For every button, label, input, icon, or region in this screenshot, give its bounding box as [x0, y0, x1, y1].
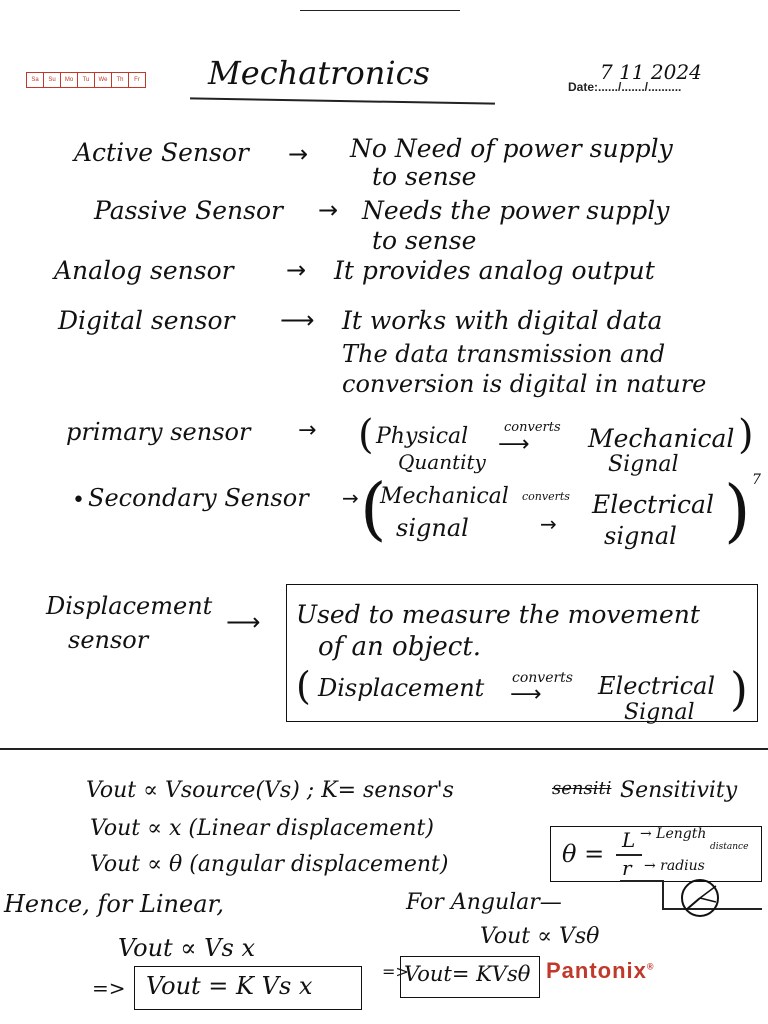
arrow-icon: →	[286, 256, 307, 284]
displacement-right-1: Electrical	[598, 672, 716, 700]
passive-sensor-desc: Needs the power supply	[362, 196, 670, 225]
displacement-verb: converts	[512, 670, 573, 686]
section-divider	[0, 748, 768, 750]
formula-line-2: Vout ∝ x (Linear displacement)	[90, 816, 434, 841]
brand-name: Pantonix	[546, 958, 647, 983]
digital-sensor-term: Digital sensor	[58, 306, 235, 335]
arrow-icon: →	[540, 512, 557, 536]
theta-radius-note: → radius	[644, 858, 705, 874]
implies-mark: =>	[382, 962, 409, 981]
weekday-strip	[26, 72, 146, 88]
bullet-mark: •	[72, 488, 85, 513]
angle-circle-icon	[672, 874, 732, 920]
arrow-icon: →	[318, 196, 339, 224]
digital-sensor-desc-2: The data transmission and	[342, 340, 666, 368]
formula-line-3: Vout ∝ θ (angular displacement)	[90, 852, 449, 877]
active-sensor-term: Active Sensor	[74, 138, 249, 167]
long-arrow-icon: ⟶	[498, 432, 530, 457]
weekday-cell: Sa	[27, 73, 44, 87]
close-paren: )	[724, 472, 751, 551]
analog-sensor-term: Analog sensor	[54, 256, 234, 285]
page-title: Mechatronics	[208, 54, 430, 92]
long-arrow-icon: ⟶	[226, 608, 261, 636]
brand-logo	[546, 958, 655, 984]
theta-length-note: → Length	[640, 826, 707, 842]
displacement-right-2: Signal	[624, 700, 695, 725]
secondary-left-1: Mechanical	[380, 484, 509, 509]
weekday-cell: Mo	[61, 73, 78, 87]
formula-line-1: Vout ∝ Vsource(Vs) ; K= sensor's	[86, 778, 454, 803]
step-line-v	[662, 880, 664, 910]
close-paren: )	[730, 662, 748, 716]
date-value: 7 11 2024	[600, 60, 702, 84]
arrow-icon: ⟶	[280, 306, 315, 334]
secondary-left-2: signal	[396, 514, 469, 542]
date-label: Date:....../......./..........	[568, 80, 682, 94]
secondary-verb: converts	[522, 490, 570, 503]
secondary-sensor-term: Secondary Sensor	[88, 484, 309, 512]
weekday-cell: Th	[112, 73, 129, 87]
primary-left-2: Quantity	[398, 450, 486, 474]
title-underline	[190, 97, 495, 104]
arrow-icon: →	[298, 418, 317, 443]
weekday-cell: Su	[44, 73, 61, 87]
primary-right-2: Signal	[608, 452, 679, 477]
active-sensor-desc-2: to sense	[372, 162, 477, 191]
formula-struck: sensiti	[552, 778, 612, 799]
passive-sensor-term: Passive Sensor	[94, 196, 283, 225]
digital-sensor-desc-3: conversion is digital in nature	[342, 370, 707, 398]
passive-sensor-desc-2: to sense	[372, 226, 477, 255]
registered-mark: ®	[646, 961, 655, 972]
displacement-term: Displacement	[46, 592, 213, 620]
step-line-h	[620, 880, 664, 882]
top-rule	[300, 10, 460, 11]
close-paren: )	[738, 412, 754, 458]
theta-distance-note: distance	[710, 842, 749, 852]
weekday-cell: We	[95, 73, 112, 87]
arrow-icon: →	[342, 486, 359, 510]
formula-sensitivity: Sensitivity	[620, 778, 738, 803]
long-arrow-icon: ⟶	[510, 682, 542, 707]
analog-sensor-desc: It provides analog output	[334, 256, 655, 285]
digital-sensor-desc: It works with digital data	[342, 306, 663, 335]
displacement-left: Displacement	[318, 674, 485, 702]
primary-sensor-term: primary sensor	[66, 418, 251, 446]
linear-result: Vout = K Vs x	[146, 972, 313, 1000]
displacement-line-1: Used to measure the movement	[296, 600, 700, 629]
for-angular: For Angular—	[406, 890, 562, 915]
displacement-term-2: sensor	[68, 626, 149, 654]
theta-denominator: r	[622, 856, 632, 880]
secondary-right-1: Electrical	[592, 490, 714, 519]
active-sensor-desc: No Need of power supply	[350, 134, 673, 163]
open-paren: (	[358, 412, 374, 458]
open-paren: (	[296, 664, 311, 708]
angular-proportion: Vout ∝ Vsθ	[480, 924, 600, 949]
linear-proportion: Vout ∝ Vs x	[118, 934, 255, 962]
theta-numerator: L	[622, 828, 636, 852]
arrow-icon: →	[288, 140, 309, 168]
primary-right-1: Mechanical	[588, 424, 735, 453]
displacement-line-2: of an object.	[318, 632, 482, 662]
secondary-right-2: signal	[604, 522, 677, 550]
primary-verb: converts	[504, 420, 561, 435]
implies-mark: =>	[92, 976, 126, 1000]
weekday-cell: Tu	[78, 73, 95, 87]
primary-left-1: Physical	[376, 424, 469, 449]
hence-linear: Hence, for Linear,	[4, 890, 224, 918]
weekday-cell: Fr	[134, 77, 140, 83]
angular-result: Vout= KVsθ	[404, 962, 531, 986]
stray-mark: 7	[752, 472, 761, 488]
theta-label: θ =	[562, 840, 605, 868]
open-paren: (	[360, 470, 387, 549]
